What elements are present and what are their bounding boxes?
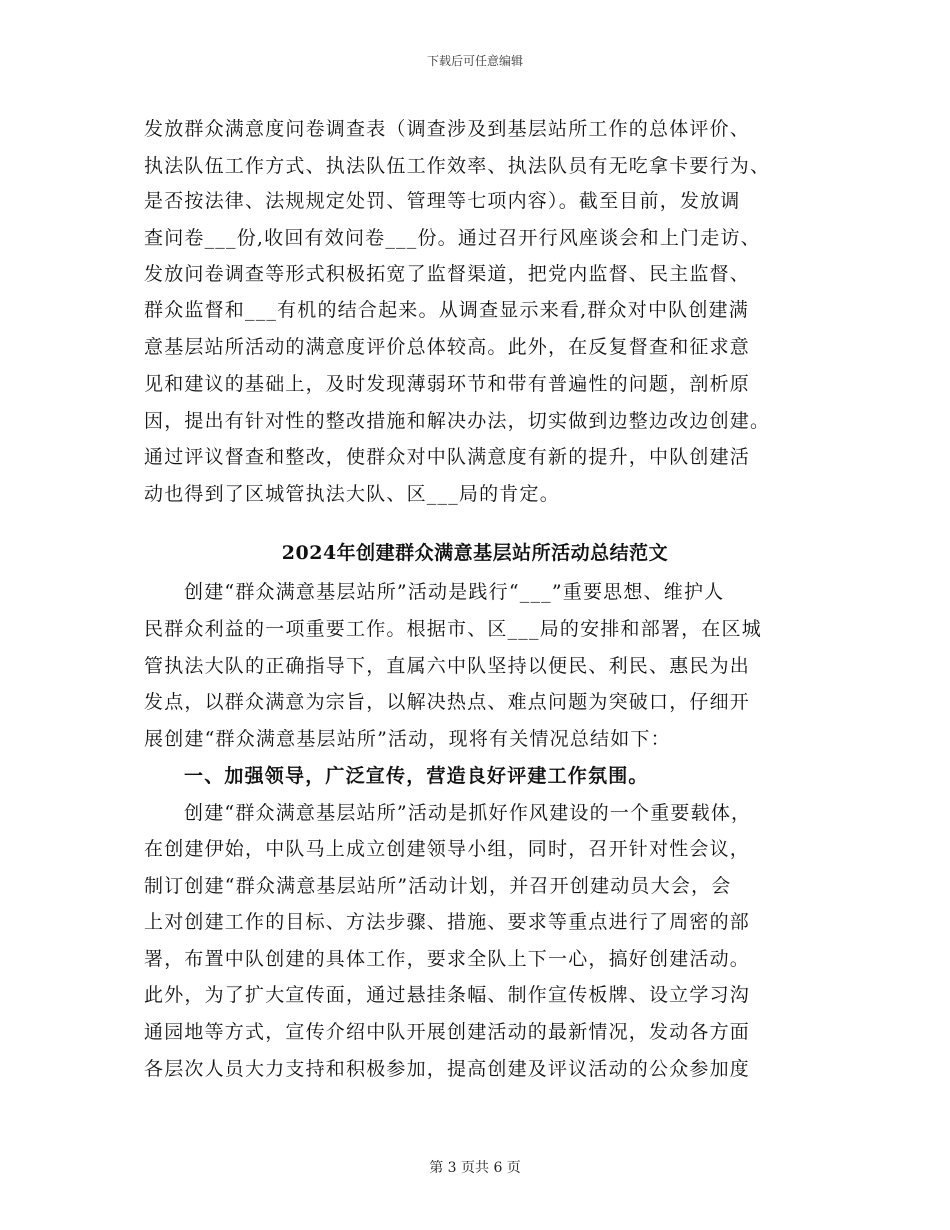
text-line: 发放问卷调查等形式积极拓宽了监督渠道，把党内监督、民主监督、 [144, 263, 751, 285]
text-line: 上对创建工作的目标、方法步骤、措施、要求等重点进行了周密的部 [144, 911, 751, 933]
text-line: 民群众利益的一项重要工作。根据市、区___局的安排和部署，在区城 [144, 618, 762, 640]
text-line: 通园地等方式，宣传介绍中队开展创建活动的最新情况，发动各方面 [144, 1021, 751, 1043]
text-line: 管执法大队的正确指导下，直属六中队坚持以便民、利民、惠民为出 [144, 655, 751, 677]
text-line: 各层次人员大力支持和积极参加，提高创建及评议活动的公众参加度 [144, 1058, 751, 1080]
text-line: 意基层站所活动的满意度评价总体较高。此外，在反复督查和征求意 [144, 336, 751, 358]
text-line: 展创建“群众满意基层站所”活动，现将有关情况总结如下： [144, 728, 671, 750]
text-line: 见和建议的基础上，及时发现薄弱环节和带有普遍性的问题，剖析原 [144, 373, 751, 395]
text-line: 是否按法律、法规规定处罚、管理等七项内容）。截至目前，发放调 [144, 190, 741, 212]
text-line: 发放群众满意度问卷调查表（调查涉及到基层站所工作的总体评价、 [144, 118, 751, 140]
text-line: 查问卷___份,收回有效问卷___份。通过召开行风座谈会和上门走访、 [144, 227, 761, 249]
page-header: 下载后可任意编辑 [426, 54, 523, 68]
text-line: 因，提出有针对性的整改措施和解决办法，切实做到边整边改边创建。 [144, 410, 771, 432]
text-line: 发点，以群众满意为宗旨，以解决热点、难点问题为突破口，仔细开 [144, 691, 751, 713]
text-line: 制订创建“群众满意基层站所”活动计划，并召开创建动员大会，会 [144, 875, 732, 897]
text-line: 通过评议督查和整改，使群众对中队满意度有新的提升，中队创建活 [144, 446, 751, 468]
text-line: 创建“群众满意基层站所”活动是抓好作风建设的一个重要载体， [184, 802, 752, 824]
section-heading: 一、加强领导，广泛宣传，营造良好评建工作氛围。 [184, 765, 649, 787]
document-title: 2024年创建群众满意基层站所活动总结范文 [281, 542, 669, 564]
text-line: 动也得到了区城管执法大队、区___局的肯定。 [144, 483, 560, 505]
text-line: 在创建伊始，中队马上成立创建领导小组，同时，召开针对性会议， [144, 838, 751, 860]
text-line: 创建“群众满意基层站所”活动是践行“___”重要思想、维护人 [184, 581, 725, 603]
text-line: 执法队伍工作方式、执法队伍工作效率、执法队员有无吃拿卡要行为、 [144, 155, 771, 177]
page-footer: 第 3 页共 6 页 [429, 1160, 521, 1176]
text-line: 群众监督和___有机的结合起来。从调查显示来看,群众对中队创建满 [144, 299, 749, 321]
text-line: 此外，为了扩大宣传面，通过悬挂条幅、制作宣传板牌、设立学习沟 [144, 984, 751, 1006]
text-line: 署，布置中队创建的具体工作，要求全队上下一心，搞好创建活动。 [144, 948, 751, 970]
